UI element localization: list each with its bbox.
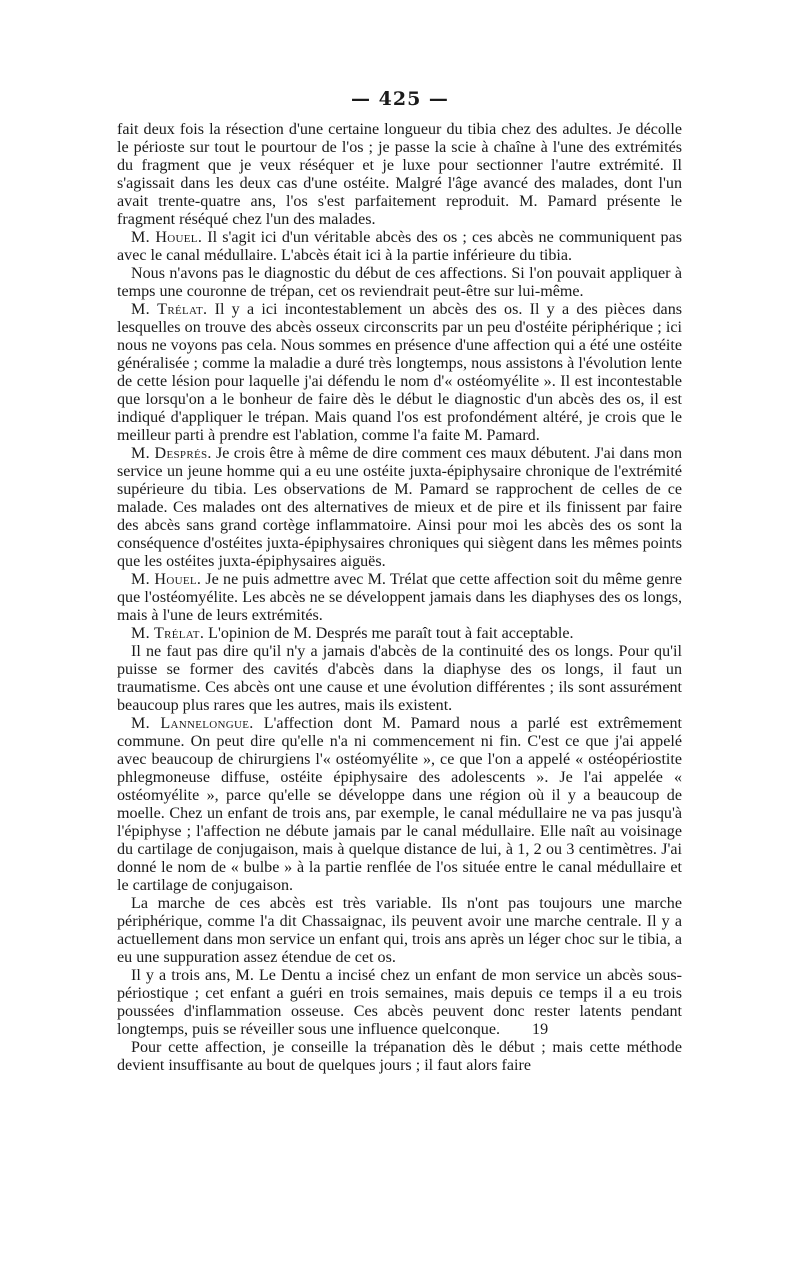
stray-mark: 19 <box>532 1021 549 1038</box>
paragraph-text: Il ne faut pas dire qu'il n'y a jamais d'abcès de la continuité des os longs. Pour qu'il puisse se former des cavités d'abcès dans la diaphyse des os longs, il faut un traumatisme. Ces abcès ont une cause et une évolution différentes ; ils sont assurément beaucoup plus rares que les autres, mais ils existent. <box>117 643 682 714</box>
paragraph <box>117 967 682 1039</box>
paragraph-text: Pour cette affection, je conseille la trépanation dès le début ; mais cette méthode devient insuffisante au bout de quelques jours ; il faut alors faire <box>117 1039 682 1074</box>
paragraph <box>117 229 682 265</box>
page-number: — 425 — <box>351 88 449 110</box>
paragraph-text: La marche de ces abcès est très variable. Ils n'ont pas toujours une marche périphérique, comme l'a dit Chassaignac, ils peuvent avoir une marche centrale. Il y a actuellement dans mon service un enfant qui, trois ans après un léger choc sur le tibia, a eu une suppuration assez étendue de cet os. <box>117 895 682 966</box>
speaker-name: M. Trélat. <box>131 625 205 642</box>
paragraph <box>117 301 682 445</box>
paragraph-text: Il s'agit ici d'un véritable abcès des os ; ces abcès ne communiquent pas avec le canal médullaire. L'abcès était ici à la partie inférieure du tibia. <box>117 229 682 264</box>
paragraph-text: Nous n'avons pas le diagnostic du début de ces affections. Si l'on pouvait appliquer à temps une couronne de trépan, cet os reviendrait peut-être sur lui-même. <box>117 265 682 300</box>
speaker-name: M. Trélat. <box>131 301 208 318</box>
paragraph <box>117 445 682 571</box>
paragraph-text: Il y a ici incontestablement un abcès des os. Il y a des pièces dans lesquelles on trouve des abcès osseux circonscrits par un peu d'ostéite périphérique ; ici nous ne voyons pas cela. Nous sommes en présence d'une affection qui a été une ostéite généralisée ; comme la maladie a duré très longtemps, nous assistons à l'évolution lente de cette lésion pour laquelle j'ai défendu le nom d'« ostéomyélite ». Il est incontestable que lorsqu'on a le bonheur de faire dès le début le diagnostic d'un abcès des os, il est indiqué d'appliquer le trépan. Mais quand l'os est profondément altéré, je crois que le meilleur parti à prendre est l'ablation, comme l'a faite M. Pamard. <box>117 301 682 444</box>
speaker-name: M. Després. <box>131 445 212 462</box>
speaker-name: M. Houel. <box>131 229 203 246</box>
paragraph <box>117 643 682 715</box>
paragraph-text: L'opinion de M. Després me paraît tout à fait acceptable. <box>208 625 574 642</box>
paragraph-text: fait deux fois la résection d'une certaine longueur du tibia chez des adultes. Je décolle le périoste sur tout le pourtour de l'os ; je passe la scie à chaîne à l'une des extrémités du fragment que je veux réséquer et je luxe pour sectionner l'autre extrémité. Il s'agissait dans les deux cas d'une ostéite. Malgré l'âge avancé des malades, dont l'un avait trente-quatre ans, l'os s'est parfaitement reproduit. M. Pamard présente le fragment réséqué chez l'un des malades. <box>117 121 682 228</box>
paragraph-text: Je crois être à même de dire comment ces maux débutent. J'ai dans mon service un jeune homme qui a eu une ostéite juxta-épiphysaire chronique de l'extrémité supérieure du tibia. Les observations de M. Pamard se rapprochent de celles de ce malade. Ces malades ont des alternatives de mieux et de pire et ils finissent par faire des abcès sans grand cortège inflammatoire. Ainsi pour moi les abcès des os sont la conséquence d'ostéites juxta-épiphysaires chroniques qui siègent dans les mêmes points que les ostéites juxta-épiphysaires aiguës. <box>117 445 682 570</box>
paragraph <box>117 121 682 229</box>
paragraph-text: L'affection dont M. Pamard nous a parlé est extrêmement commune. On peut dire qu'elle n'a ni commencement ni fin. C'est ce que j'ai appelé avec beaucoup de chirurgiens l'« ostéomyélite », ce que l'on a appelé « ostéopériostite phlegmoneuse diffuse, ostéite épiphysaire des adolescents ». Je l'ai appelée « ostéomyélite », parce qu'elle se développe dans une région où il y a beaucoup de moelle. Chez un enfant de trois ans, par exemple, le canal médullaire ne va pas jusqu'à l'épiphyse ; l'affection ne débute jamais par le canal médullaire. Elle naît au voisinage du cartilage de conjugaison, mais à quelque distance de lui, à 1, 2 ou 3 centimètres. J'ai donné le nom de « bulbe » à la partie renflée de l'os située entre le canal médullaire et le cartilage de conjugaison. <box>117 715 682 894</box>
speaker-name: M. Houel. <box>131 571 202 588</box>
paragraph <box>117 625 682 643</box>
paragraph <box>117 715 682 895</box>
paragraph <box>117 265 682 301</box>
paragraph <box>117 895 682 967</box>
speaker-name: M. Lannelongue. <box>131 715 254 732</box>
paragraph <box>117 1039 682 1075</box>
paragraph-text: Je ne puis admettre avec M. Trélat que cette affection soit du même genre que l'ostéomyélite. Les abcès ne se développent jamais dans les diaphyses des os longs, mais à l'une de leurs extrémités. <box>117 571 683 624</box>
paragraph-text: Il y a trois ans, M. Le Dentu a incisé chez un enfant de mon service un abcès sous-périostique ; cet enfant a guéri en trois semaines, mais depuis ce temps il a eu trois poussées d'inflammation osseuse. Ces abcès peuvent donc rester latents pendant longtemps, puis se réveiller sous une influence quelconque. <box>117 967 682 1038</box>
paragraph <box>117 571 682 625</box>
page-body <box>117 121 682 1075</box>
